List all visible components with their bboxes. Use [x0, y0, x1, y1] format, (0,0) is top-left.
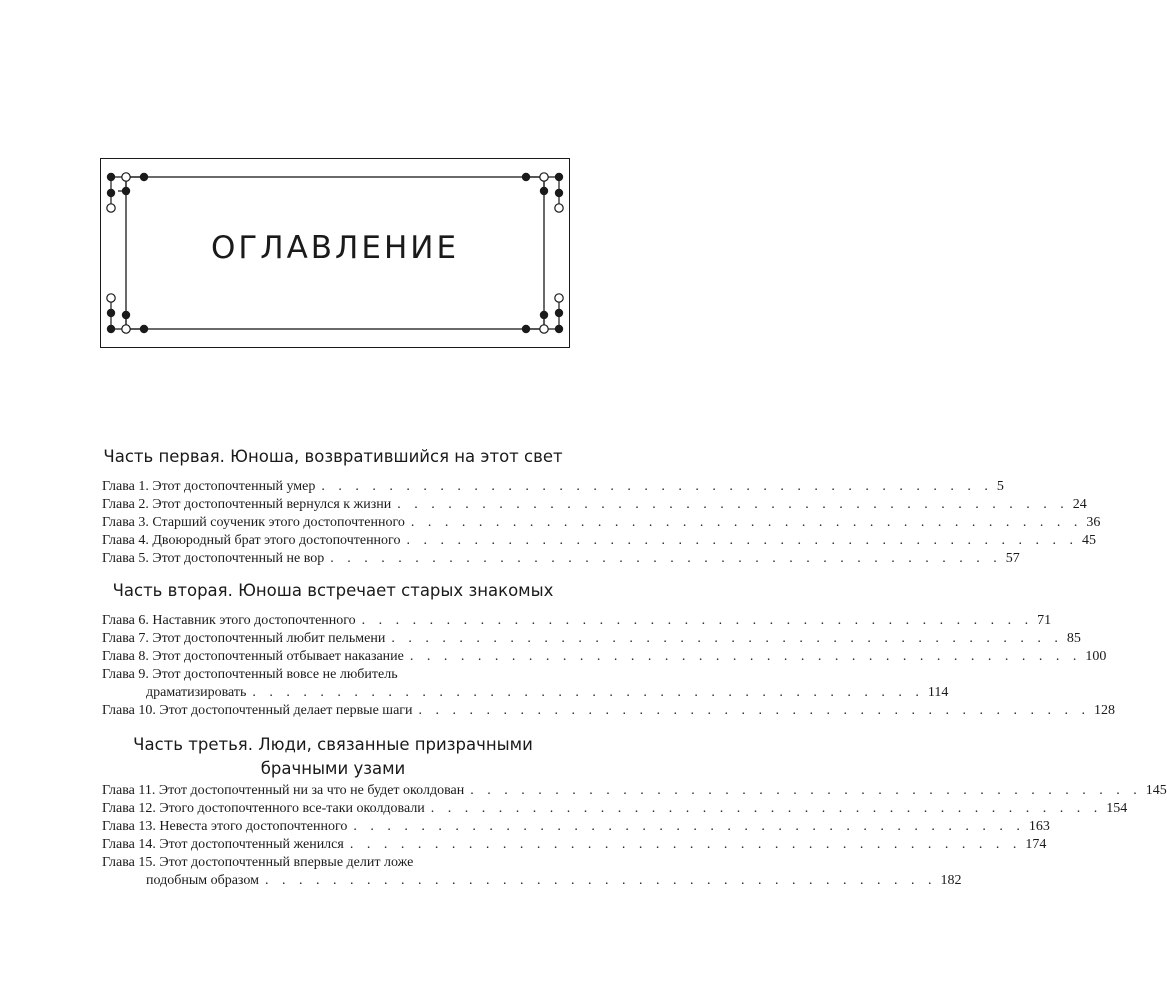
chapter-title: Глава 3. Старший соученик этого достопочтенного — [102, 515, 405, 530]
part-heading-line: Часть первая. Юноша, возвратившийся на этот свет — [103, 447, 563, 466]
chapter-title: Глава 11. Этот достопочтенный ни за что не будет околдован — [102, 783, 465, 798]
chapter-title: Глава 13. Невеста этого достопочтенного — [102, 819, 348, 834]
chapter-title: Глава 2. Этот достопочтенный вернулся к жизни — [102, 497, 392, 512]
page-number: 154 — [1106, 801, 1128, 816]
dot-leader: . . . . . . . . . . . . . . . . . . . . . . . . . . . . . . . . . . . . . . . . — [330, 551, 1002, 566]
page-number: 128 — [1094, 703, 1116, 718]
chapter-title: Глава 7. Этот достопочтенный любит пельмени — [102, 631, 386, 646]
dot-leader: . . . . . . . . . . . . . . . . . . . . . . . . . . . . . . . . . . . . . . . . — [418, 703, 1091, 718]
toc-entry-8[interactable] — [102, 648, 1107, 666]
chapter-title: Глава 1. Этот достопочтенный умер — [102, 479, 316, 494]
toc-entry-5[interactable] — [102, 550, 1020, 568]
dot-leader: . . . . . . . . . . . . . . . . . . . . . . . . . . . . . . . . . . . . . . . . — [349, 837, 1022, 852]
page-number: 24 — [1072, 497, 1087, 512]
dot-leader: . . . . . . . . . . . . . . . . . . . . . . . . . . . . . . . . . . . . . . . . — [391, 631, 1063, 646]
chapter-title: Глава 5. Этот достопочтенный не вор — [102, 551, 325, 566]
chapter-title: Глава 4. Двоюродный брат этого достопочтенного — [102, 533, 401, 548]
toc-entry-11[interactable] — [102, 782, 1167, 800]
toc-entry-1[interactable] — [102, 478, 1004, 496]
chapter-title: Глава 6. Наставник этого достопочтенного — [102, 613, 356, 628]
part-heading-line: Часть вторая. Юноша встречает старых знакомых — [112, 581, 554, 600]
part-heading-line: Часть третья. Люди, связанные призрачными — [133, 735, 533, 754]
title-frame — [100, 158, 570, 348]
toc-entry-9[interactable] — [102, 666, 568, 684]
page-number: 182 — [940, 873, 962, 888]
toc-entry-7[interactable] — [102, 630, 1081, 648]
part-heading-3 — [90, 733, 576, 781]
toc-entry-13[interactable] — [102, 818, 1050, 836]
dot-leader: . . . . . . . . . . . . . . . . . . . . . . . . . . . . . . . . . . . . . . . . — [397, 497, 1069, 512]
page-title: ОГЛАВЛЕНИЕ — [210, 230, 460, 266]
dot-leader: . . . . . . . . . . . . . . . . . . . . . . . . . . . . . . . . . . . . . . . . — [410, 515, 1083, 530]
toc-entry-9-cont[interactable] — [146, 684, 949, 702]
dot-leader: . . . . . . . . . . . . . . . . . . . . . . . . . . . . . . . . . . . . . . . . — [430, 801, 1103, 816]
page-number: 36 — [1086, 515, 1101, 530]
dot-leader: . . . . . . . . . . . . . . . . . . . . . . . . . . . . . . . . . . . . . . . . — [264, 873, 937, 888]
chapter-title-continuation: подобным образом — [146, 873, 259, 888]
dot-leader: . . . . . . . . . . . . . . . . . . . . . . . . . . . . . . . . . . . . . . . . — [252, 685, 924, 700]
dot-leader: . . . . . . . . . . . . . . . . . . . . . . . . . . . . . . . . . . . . . . . . — [409, 649, 1082, 664]
toc-entry-14[interactable] — [102, 836, 1047, 854]
chapter-title: Глава 9. Этот достопочтенный вовсе не любитель — [102, 667, 398, 682]
dot-leader: . . . . . . . . . . . . . . . . . . . . . . . . . . . . . . . . . . . . . . . . — [321, 479, 993, 494]
page-number: 71 — [1037, 613, 1052, 628]
chapter-title: Глава 12. Этого достопочтенного все-таки околдовали — [102, 801, 425, 816]
part-heading-1 — [90, 445, 576, 469]
dot-leader: . . . . . . . . . . . . . . . . . . . . . . . . . . . . . . . . . . . . . . . . — [353, 819, 1025, 834]
dot-leader: . . . . . . . . . . . . . . . . . . . . . . . . . . . . . . . . . . . . . . . . — [470, 783, 1142, 798]
page-number: 163 — [1028, 819, 1050, 834]
page-number: 57 — [1005, 551, 1020, 566]
toc-entry-15[interactable] — [102, 854, 568, 872]
toc-entry-4[interactable] — [102, 532, 1096, 550]
toc-entry-10[interactable] — [102, 702, 1116, 720]
dot-leader: . . . . . . . . . . . . . . . . . . . . . . . . . . . . . . . . . . . . . . . . — [406, 533, 1078, 548]
page-number: 45 — [1081, 533, 1096, 548]
toc-entry-2[interactable] — [102, 496, 1087, 514]
chapter-title: Глава 8. Этот достопочтенный отбывает наказание — [102, 649, 404, 664]
chapter-title: Глава 10. Этот достопочтенный делает первые шаги — [102, 703, 413, 718]
part-heading-line: брачными узами — [260, 759, 406, 778]
dot-leader: . . . . . . . . . . . . . . . . . . . . . . . . . . . . . . . . . . . . . . . . — [361, 613, 1034, 628]
page-number: 85 — [1066, 631, 1081, 646]
toc-entry-3[interactable] — [102, 514, 1101, 532]
chapter-title: Глава 15. Этот достопочтенный впервые делит ложе — [102, 855, 414, 870]
chapter-title: Глава 14. Этот достопочтенный женился — [102, 837, 344, 852]
page-number: 114 — [927, 685, 949, 700]
part-heading-2 — [90, 579, 576, 603]
page-number: 174 — [1025, 837, 1047, 852]
toc-entry-12[interactable] — [102, 800, 1128, 818]
page-number: 100 — [1085, 649, 1107, 664]
toc-entry-15-cont[interactable] — [146, 872, 962, 890]
chapter-title-continuation: драматизировать — [146, 685, 247, 700]
page-number: 145 — [1145, 783, 1167, 798]
page-number: 5 — [996, 479, 1004, 494]
toc-entry-6[interactable] — [102, 612, 1052, 630]
